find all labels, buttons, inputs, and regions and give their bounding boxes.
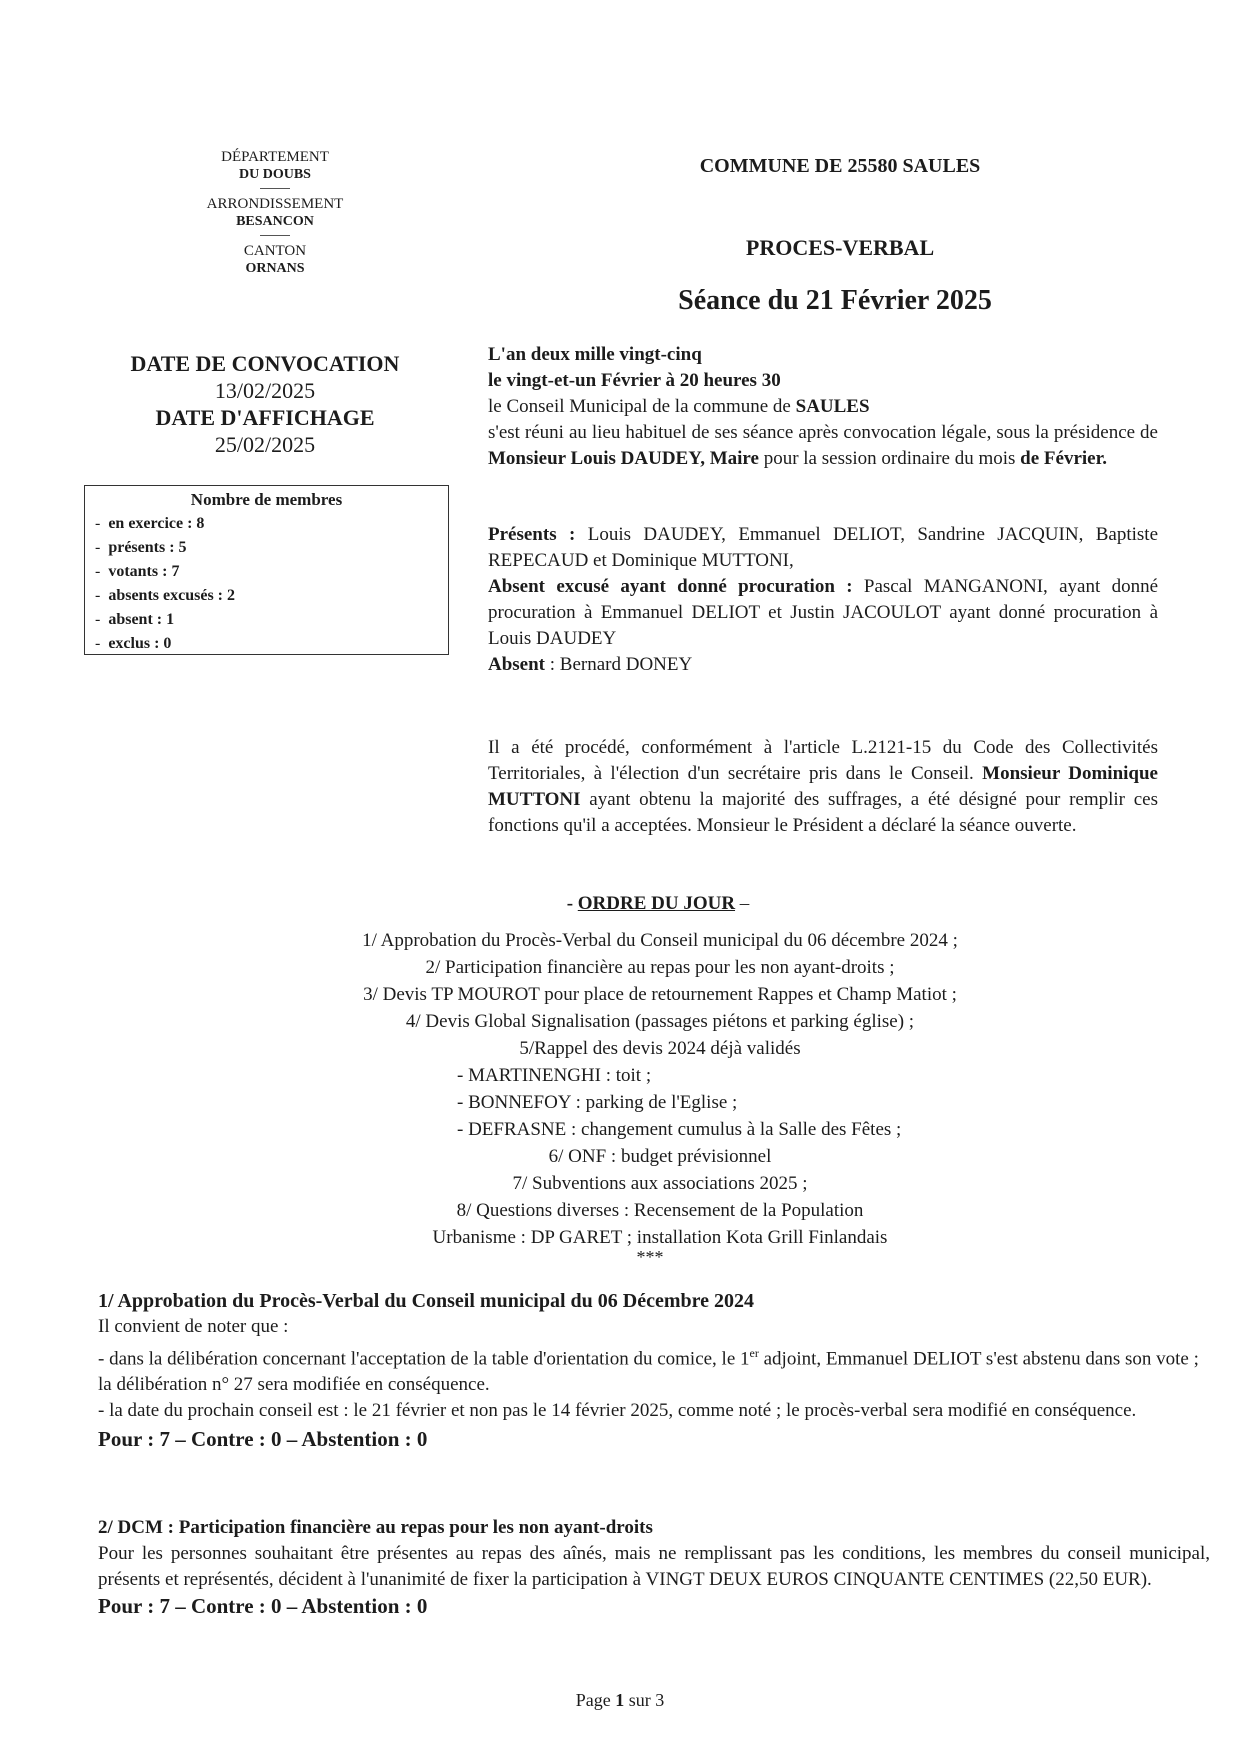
presents-label: Présents : — [488, 524, 576, 545]
administrative-header — [160, 148, 390, 284]
members-list — [95, 512, 438, 656]
intro-date: le vingt-et-un Février à 20 heures 30 — [488, 370, 781, 391]
arrondissement-label: ARRONDISSEMENT — [206, 196, 344, 212]
members-count-box — [84, 485, 449, 655]
section-2-heading: 2/ DCM : Participation financière au repas pour les non ayant-droits — [98, 1517, 653, 1538]
departement-label: DÉPARTEMENT — [221, 149, 329, 165]
intro-commune-line — [488, 394, 1158, 420]
agenda-title: ORDRE DU JOUR — [577, 893, 736, 914]
absent-line — [488, 652, 1158, 678]
section-2-body: Pour les personnes souhaitant être présentes au repas des aînés, mais ne remplissant pas les conditions, les membres du conseil municipal, présents et représentés, décident à l'unanimité de fixer la participation à VINGT DEUX EUROS CINQUANTE CENTIMES (22,50 EUR). — [98, 1543, 1210, 1590]
document-title: PROCES-VERBAL — [745, 235, 935, 260]
point-text: adjoint, Emmanuel DELIOT s'est abstenu dans son vote ; la délibération n° 27 sera modifiée en conséquence. — [98, 1348, 1199, 1396]
agenda-list — [200, 927, 1120, 1251]
section-separator: *** — [636, 1247, 664, 1267]
convocation-label: DATE DE CONVOCATION — [130, 351, 400, 376]
intro-text: pour la session ordinaire du mois — [758, 448, 1021, 469]
members-title: Nombre de membres — [190, 490, 343, 509]
arrondissement-value: BESANCON — [236, 214, 314, 229]
intro-paragraph — [488, 342, 1158, 472]
session-month: de Février. — [1020, 448, 1108, 469]
section-1-point: - la date du prochain conseil est : le 21 février et non pas le 14 février 2025, comme noté ; le procès-verbal sera modifié en conséquence. — [98, 1400, 1137, 1422]
excuse-value: Pascal MANGANONI, ayant donné procuration à Emmanuel DELIOT et Justin JACOULOT ayant donné procuration à Louis DAUDEY — [488, 576, 1159, 649]
canton-label: CANTON — [243, 243, 307, 259]
intro-text: s'est réuni au lieu habituel de ses séance après convocation légale, sous la présidence de — [488, 422, 1158, 443]
agenda-item: 2/ Participation financière au repas pour les non ayant-droits ; — [425, 957, 895, 978]
members-item: - présents : 5 — [95, 536, 438, 560]
members-item: - absents excusés : 2 — [95, 584, 438, 608]
presences-paragraph — [488, 522, 1158, 678]
seance-title: Séance du 21 Février 2025 — [678, 285, 992, 316]
intro-session-text — [488, 420, 1158, 472]
section-1-point — [98, 1340, 1210, 1398]
section-2 — [98, 1515, 1210, 1619]
intro-year: L'an deux mille vingt-cinq — [488, 344, 702, 365]
presents-value: Louis DAUDEY, Emmanuel DELIOT, Sandrine JACQUIN, Baptiste REPECAUD et Dominique MUTTONI, — [488, 524, 1158, 571]
agenda-dash: – — [735, 893, 750, 914]
point-text: - dans la délibération concernant l'acceptation de la table d'orientation du comice, le 1 — [98, 1348, 750, 1370]
page-current: 1 — [615, 1690, 625, 1710]
page-text: Page — [575, 1690, 616, 1710]
agenda-item: Urbanisme : DP GARET ; installation Kota Grill Finlandais — [432, 1227, 888, 1248]
divider — [260, 235, 290, 236]
agenda-subitem: - MARTINENGHI : toit ; — [457, 1065, 652, 1086]
members-item: - votants : 7 — [95, 560, 438, 584]
commune-title: COMMUNE DE 25580 SAULES — [699, 155, 981, 177]
agenda-item: 8/ Questions diverses : Recensement de la Population — [456, 1200, 864, 1221]
election-text: Il a été procédé, conformément à l'article L.2121-15 du Code des Collectivités Territoriales, à l'élection d'un secrétaire pris dans le Conseil. — [488, 737, 1158, 784]
page-number — [520, 1690, 720, 1711]
affichage-date: 25/02/2025 — [214, 432, 316, 457]
section-1-heading: 1/ Approbation du Procès-Verbal du Conseil municipal du 06 Décembre 2024 — [98, 1290, 754, 1312]
absent-value: : Bernard DONEY — [545, 654, 693, 675]
excuse-line — [488, 574, 1158, 652]
secretary-name: Monsieur Dominique MUTTONI — [488, 763, 1158, 810]
agenda-subitem: - DEFRASNE : changement cumulus à la Salle des Fêtes ; — [457, 1119, 902, 1140]
convocation-date: 13/02/2025 — [214, 378, 316, 403]
election-text: ayant obtenu la majorité des suffrages, a été désigné pour remplir ces fonctions qu'il a acceptées. Monsieur le Président a déclaré la séance ouverte. — [488, 789, 1158, 836]
agenda-item: 7/ Subventions aux associations 2025 ; — [512, 1173, 808, 1194]
departement-value: DU DOUBS — [239, 167, 311, 182]
agenda-heading — [508, 893, 808, 915]
members-item: - absent : 1 — [95, 608, 438, 632]
dates-block — [100, 350, 430, 458]
section-1-intro: Il convient de noter que : — [98, 1316, 289, 1337]
divider — [260, 188, 290, 189]
agenda-item: 6/ ONF : budget prévisionnel — [548, 1146, 772, 1167]
section-1-vote: Pour : 7 – Contre : 0 – Abstention : 0 — [98, 1427, 428, 1452]
canton-value: ORNANS — [245, 261, 305, 276]
affichage-label: DATE D'AFFICHAGE — [155, 405, 375, 430]
intro-text: le Conseil Municipal de la commune de — [488, 396, 796, 417]
ordinal-suffix: er — [749, 1346, 759, 1360]
section-2-vote: Pour : 7 – Contre : 0 – Abstention : 0 — [98, 1594, 428, 1618]
excuse-label: Absent excusé ayant donné procuration : — [488, 576, 853, 597]
agenda-dash: - — [566, 893, 578, 914]
members-item: - exclus : 0 — [95, 632, 438, 656]
agenda-item: 1/ Approbation du Procès-Verbal du Conseil municipal du 06 décembre 2024 ; — [362, 930, 958, 951]
commune-name: SAULES — [795, 396, 870, 417]
section-1 — [98, 1288, 1210, 1452]
agenda-item: 5/Rappel des devis 2024 déjà validés — [519, 1038, 801, 1059]
agenda-item: 4/ Devis Global Signalisation (passages piétons et parking église) ; — [405, 1011, 915, 1032]
mayor-name: Monsieur Louis DAUDEY, Maire — [488, 448, 759, 469]
agenda-item: 3/ Devis TP MOUROT pour place de retournement Rappes et Champ Matiot ; — [363, 984, 957, 1005]
secretary-election-paragraph — [488, 735, 1158, 839]
members-item: - en exercice : 8 — [95, 512, 438, 536]
agenda-subitem: - BONNEFOY : parking de l'Eglise ; — [457, 1092, 738, 1113]
presents-line — [488, 522, 1158, 574]
absent-label: Absent — [488, 654, 546, 675]
page-text: sur 3 — [624, 1690, 665, 1710]
